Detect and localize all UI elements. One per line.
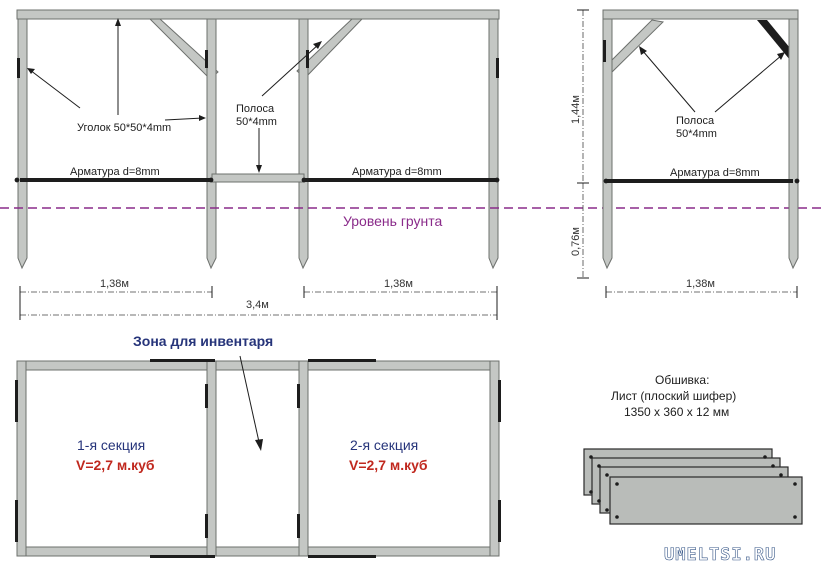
dim-right-label: 1,38м xyxy=(384,278,413,290)
plan-band xyxy=(205,514,208,538)
side-strip-label-line2: 50*4mm xyxy=(676,128,717,140)
arrowhead xyxy=(256,165,262,173)
side-dot-left xyxy=(604,179,609,184)
sheet-hole xyxy=(605,473,609,477)
zone-label: Зона для инвентаря xyxy=(133,333,274,349)
leader-side-right xyxy=(715,55,782,112)
sheet-hole xyxy=(589,455,593,459)
front-strip-plate xyxy=(212,174,304,182)
front-band-mid-right xyxy=(306,50,309,68)
sheet-hole xyxy=(771,464,775,468)
strip-label-line1: Полоса xyxy=(236,103,275,115)
side-top-beam xyxy=(603,10,798,19)
sheet-hole xyxy=(597,464,601,468)
front-dot-4 xyxy=(495,178,500,183)
cladding-line2: Лист (плоский шифер) xyxy=(611,389,737,403)
sheet-hole xyxy=(615,515,619,519)
plan-band xyxy=(498,380,501,422)
dim-total-label: 3,4м xyxy=(246,299,269,311)
cladding-line1: Обшивка: xyxy=(655,373,710,387)
watermark: UMELTSI.RU xyxy=(664,545,777,565)
plan-band xyxy=(150,359,215,362)
sheet-hole xyxy=(763,455,767,459)
plan-view xyxy=(15,333,501,558)
plan-band xyxy=(308,555,376,558)
strip-label-line2: 50*4mm xyxy=(236,116,277,128)
plan-band xyxy=(308,359,376,362)
leader-angle-left xyxy=(30,70,80,108)
side-brace-thick xyxy=(757,20,790,60)
sheet-hole xyxy=(793,515,797,519)
sheet-hole xyxy=(605,508,609,512)
front-band-left xyxy=(17,58,20,78)
sheet-hole xyxy=(589,490,593,494)
plan-post-2 xyxy=(207,361,216,556)
sheet-hole xyxy=(615,482,619,486)
height-above-label: 1,44м xyxy=(570,95,582,124)
section1-volume: V=2,7 м.куб xyxy=(76,457,155,473)
side-strip-label-line1: Полоса xyxy=(676,115,715,127)
front-post-1 xyxy=(18,19,27,268)
side-brace xyxy=(612,20,663,72)
plan-bottom-beam xyxy=(17,547,499,556)
plan-band xyxy=(15,500,18,542)
sheet-hole xyxy=(793,482,797,486)
side-post-right xyxy=(789,19,798,268)
plan-band xyxy=(150,555,215,558)
front-post-4 xyxy=(489,19,498,268)
arrowhead xyxy=(199,115,206,121)
plan-post-4 xyxy=(490,361,499,556)
front-dot-1 xyxy=(15,178,20,183)
front-band-mid-left xyxy=(205,50,208,68)
side-rebar-label: Арматура d=8mm xyxy=(670,167,760,179)
section2-label: 2-я секция xyxy=(350,437,419,453)
plan-post-3 xyxy=(299,361,308,556)
arrowhead xyxy=(255,439,263,451)
slate-sheet-4 xyxy=(610,477,802,524)
plan-band xyxy=(205,384,208,408)
plan-band xyxy=(297,384,300,408)
front-top-beam xyxy=(17,10,499,19)
front-dot-3 xyxy=(302,178,307,183)
plan-band xyxy=(15,380,18,422)
arrowhead xyxy=(639,46,647,55)
dim-left-label: 1,38м xyxy=(100,278,129,290)
side-band-left xyxy=(603,40,606,62)
cladding-sheets xyxy=(584,373,802,524)
plan-band xyxy=(297,514,300,538)
side-view xyxy=(570,10,799,298)
section2-volume: V=2,7 м.куб xyxy=(349,457,428,473)
front-dot-2 xyxy=(209,178,214,183)
front-view xyxy=(15,10,500,320)
cladding-line3: 1350 х 360 х 12 мм xyxy=(624,405,730,419)
front-post-2 xyxy=(207,19,216,268)
front-band-right xyxy=(496,58,499,78)
side-width-label: 1,38м xyxy=(686,278,715,290)
plan-post-1 xyxy=(17,361,26,556)
section1-label: 1-я секция xyxy=(77,437,146,453)
leader-side-left xyxy=(642,50,695,112)
side-dot-right xyxy=(795,179,800,184)
plan-top-beam xyxy=(17,361,499,370)
leader-angle-right xyxy=(165,118,203,120)
sheet-hole xyxy=(779,473,783,477)
plan-band xyxy=(498,500,501,542)
rebar-left-label: Арматура d=8mm xyxy=(70,166,160,178)
ground-level-label: Уровень грунта xyxy=(343,213,443,229)
sheet-hole xyxy=(597,499,601,503)
rebar-right-label: Арматура d=8mm xyxy=(352,166,442,178)
angle-label: Уголок 50*50*4mm xyxy=(77,122,172,134)
height-below-label: 0,76м xyxy=(570,227,582,256)
